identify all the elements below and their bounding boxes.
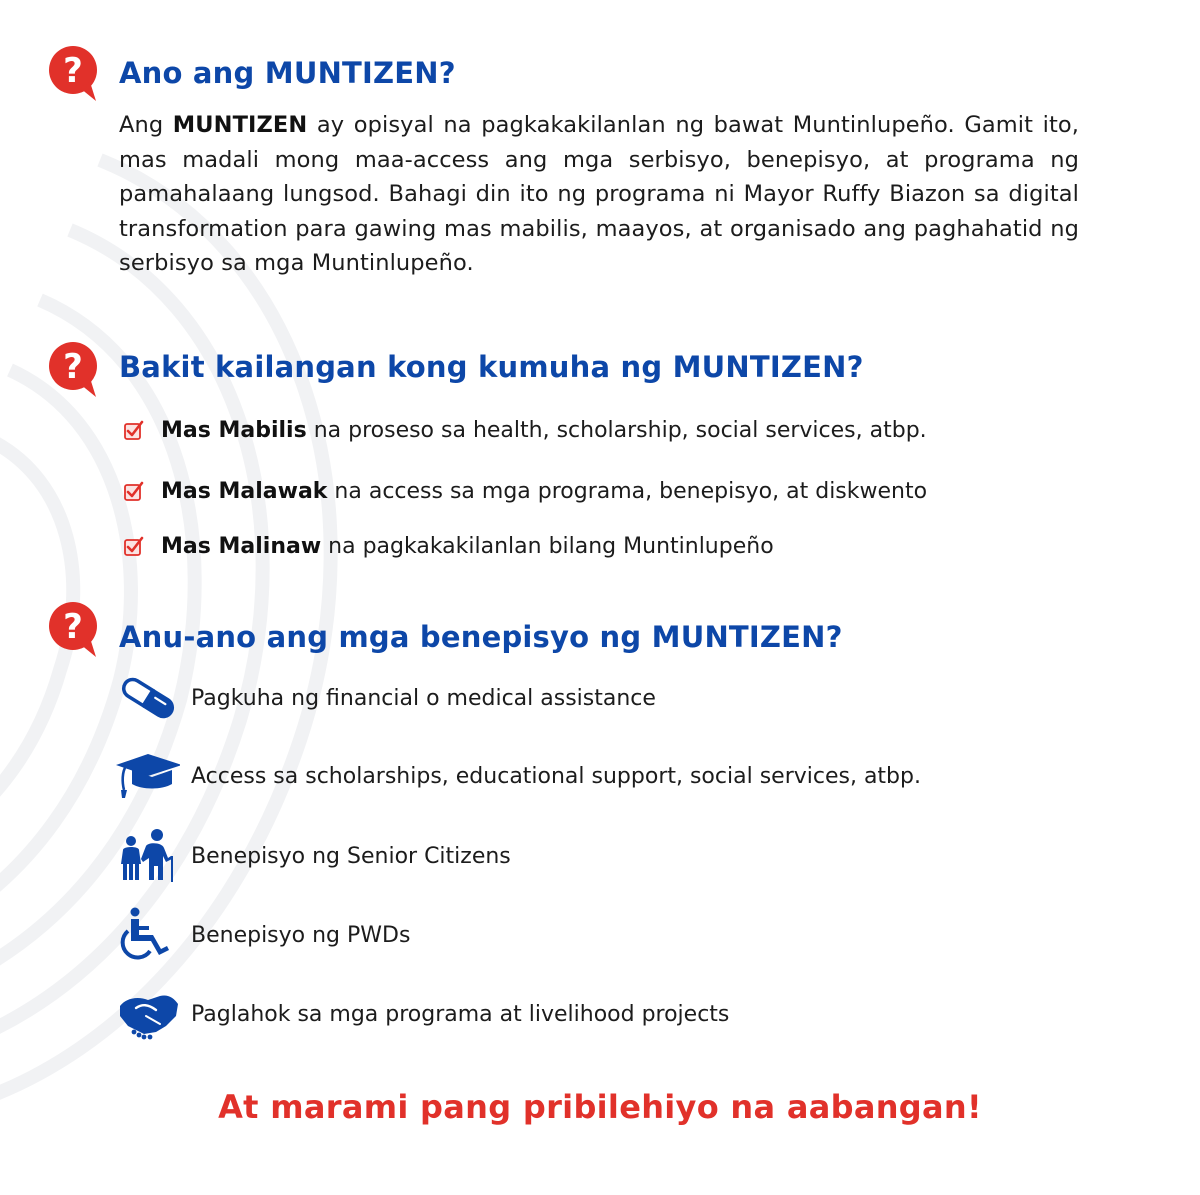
intro-lead: Ang xyxy=(119,112,173,138)
closing-tagline: At marami pang pribilehiyo na aabangan! xyxy=(218,1088,982,1126)
reason-text: na pagkakakilanlan bilang Muntinlupeño xyxy=(321,534,774,559)
wheelchair-icon xyxy=(116,907,180,963)
benefit-text: Paglahok sa mga programa at livelihood projects xyxy=(191,1001,730,1027)
question-bubble-icon xyxy=(46,600,104,658)
section-title-why: Bakit kailangan kong kumuha ng MUNTIZEN? xyxy=(119,350,864,384)
benefit-text: Access sa scholarships, educational support, social services, atbp. xyxy=(191,763,921,789)
reason-bold: Mas Malawak xyxy=(161,479,328,504)
reason-bold: Mas Mabilis xyxy=(161,418,307,443)
benefit-item-senior xyxy=(116,826,511,886)
handshake-icon xyxy=(116,986,180,1042)
benefit-item-livelihood xyxy=(116,984,729,1044)
svg-text:?: ? xyxy=(63,607,83,647)
benefit-text: Benepisyo ng Senior Citizens xyxy=(191,843,511,869)
benefit-item-pwd xyxy=(116,905,410,965)
reason-text: na access sa mga programa, benepisyo, at diskwento xyxy=(327,479,928,504)
benefit-text: Benepisyo ng PWDs xyxy=(191,922,411,948)
graduation-cap-icon xyxy=(116,748,180,804)
intro-bold-term: MUNTIZEN xyxy=(172,112,308,138)
svg-text:?: ? xyxy=(63,51,83,91)
senior-citizens-icon xyxy=(116,828,180,884)
benefit-item-medical xyxy=(116,668,656,728)
section-title-what: Ano ang MUNTIZEN? xyxy=(119,56,456,90)
section-title-benefits: Anu-ano ang mga benepisyo ng MUNTIZEN? xyxy=(119,620,843,654)
benefit-text: Pagkuha ng financial o medical assistance xyxy=(191,685,656,711)
medicine-capsule-icon xyxy=(116,670,180,726)
intro-rest: ay opisyal na pagkakakilanlan ng bawat Muntinlupeño. Gamit ito, mas madali mong maa-access ang mga serbisyo, benepisyo, at programa ng pamahalaang lungsod. Bahagi din ito ng programa ni Mayor Ruffy Biazon sa digital transformation para gawing mas mabilis, maayos, at organisado ang paghahatid ng serbisyo sa mga Muntinlupeño. xyxy=(119,112,1079,277)
reason-bold: Mas Malinaw xyxy=(161,534,322,559)
svg-text:?: ? xyxy=(63,347,83,387)
reason-text: na proseso sa health, scholarship, social services, atbp. xyxy=(306,418,927,443)
benefit-item-scholarship xyxy=(116,746,921,806)
